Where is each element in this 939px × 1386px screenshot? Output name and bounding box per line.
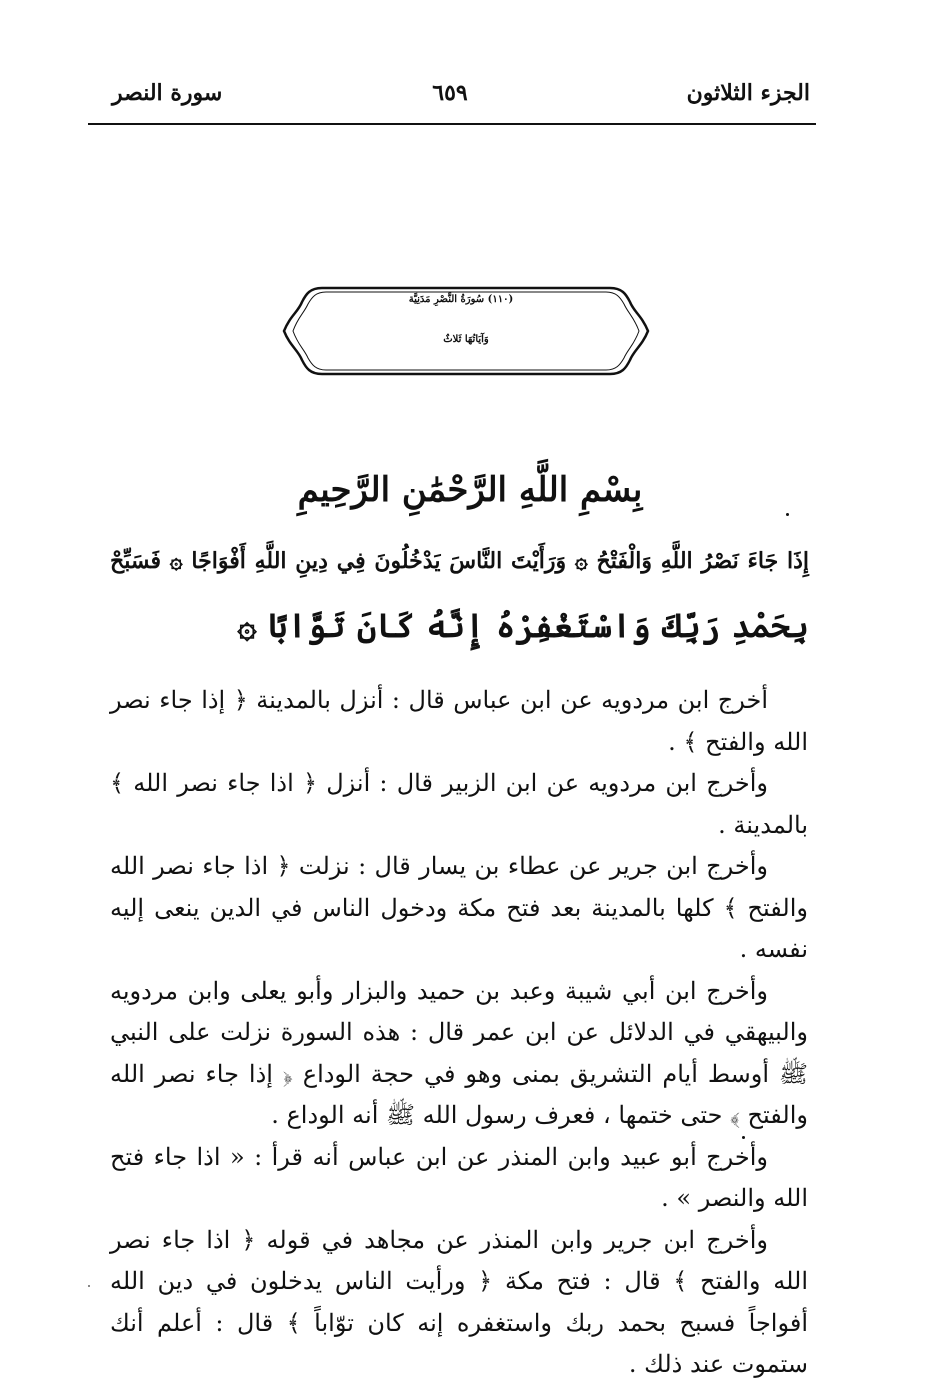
commentary-body (110, 680, 808, 1386)
commentary-paragraph: وأخرج ابن جرير وابن المنذر عن مجاهد في قوله ﴿ اذا جاء نصر الله والفتح ﴾ قال : فتح مكة ﴿ ورأيت الناس يدخلون في دين الله أفواجاً فسبح بحمد ربك واستغفره إنه كان توّاباً ﴾ قال : أعلم أنك ستموت عند ذلك . (110, 1225, 808, 1378)
commentary-paragraph: وأخرج ابن جرير عن عطاء بن يسار قال : نزلت ﴿ اذا جاء نصر الله والفتح ﴾ كلها بالمدينة بعد فتح مكة ودخول الناس في الدين ينعى إليه نفسه . (110, 852, 808, 963)
surah-heading-frame (282, 280, 650, 382)
ink-dot (786, 513, 789, 516)
header-divider (88, 123, 816, 125)
ink-dot (742, 1136, 745, 1139)
surah-verse-count: وَآيَاتُهَا ثَلاثٌ (443, 334, 489, 345)
surah-name-label: سورة النصر (112, 80, 223, 106)
basmala: بِسْمِ اللَّهِ الرَّحْمَٰنِ الرَّحِيمِ (297, 470, 643, 510)
page-number: ٦٥٩ (432, 80, 468, 106)
page-header (90, 80, 810, 120)
commentary-paragraph: وأخرج ابن مردويه عن ابن الزبير قال : أنزل ﴿ اذا جاء نصر الله ﴾ بالمدينة . (110, 769, 808, 839)
quran-verse-line-2: بِحَمْدِ رَبِّكَ وَاسْتَغْفِرْهُ إِنَّهُ كَانَ تَوَّابًا ۞ (237, 606, 809, 645)
commentary-paragraph: وأخرج أبو عبيد وابن المنذر عن ابن عباس أنه قرأ : « اذا جاء فتح الله والنصر » . (110, 1142, 808, 1212)
surah-title: (١١٠) سُورَةُ النَّصْرِ مَدَنِيَّة (408, 294, 514, 305)
commentary-paragraph: وأخرج ابن أبي شيبة وعبد بن حميد والبزار وأبو يعلى وابن مردويه والبيهقي في الدلائل عن ابن عمر قال : هذه السورة نزلت على النبي ﷺ أوسط أيام التشريق بمنى وهو في حجة الوداع ﴿ إذا جاء نصر الله والفتح ﴾ حتى ختمها ، فعرف رسول الله ﷺ أنه الوداع . (110, 976, 808, 1129)
quran-verse-line-1: إِذَا جَاءَ نَصْرُ اللَّهِ وَالْفَتْحُ ۞ وَرَأَيْتَ النَّاسَ يَدْخُلُونَ فِي دِينِ اللَّهِ أَفْوَاجًا ۞ فَسَبِّحْ (110, 548, 809, 574)
juz-label: الجزء الثلاثون (686, 80, 810, 106)
commentary-paragraph: أخرج ابن مردويه عن ابن عباس قال : أنزل بالمدينة ﴿ إذا جاء نصر الله والفتح ﴾ . (110, 686, 808, 756)
scan-mark (88, 1285, 90, 1287)
